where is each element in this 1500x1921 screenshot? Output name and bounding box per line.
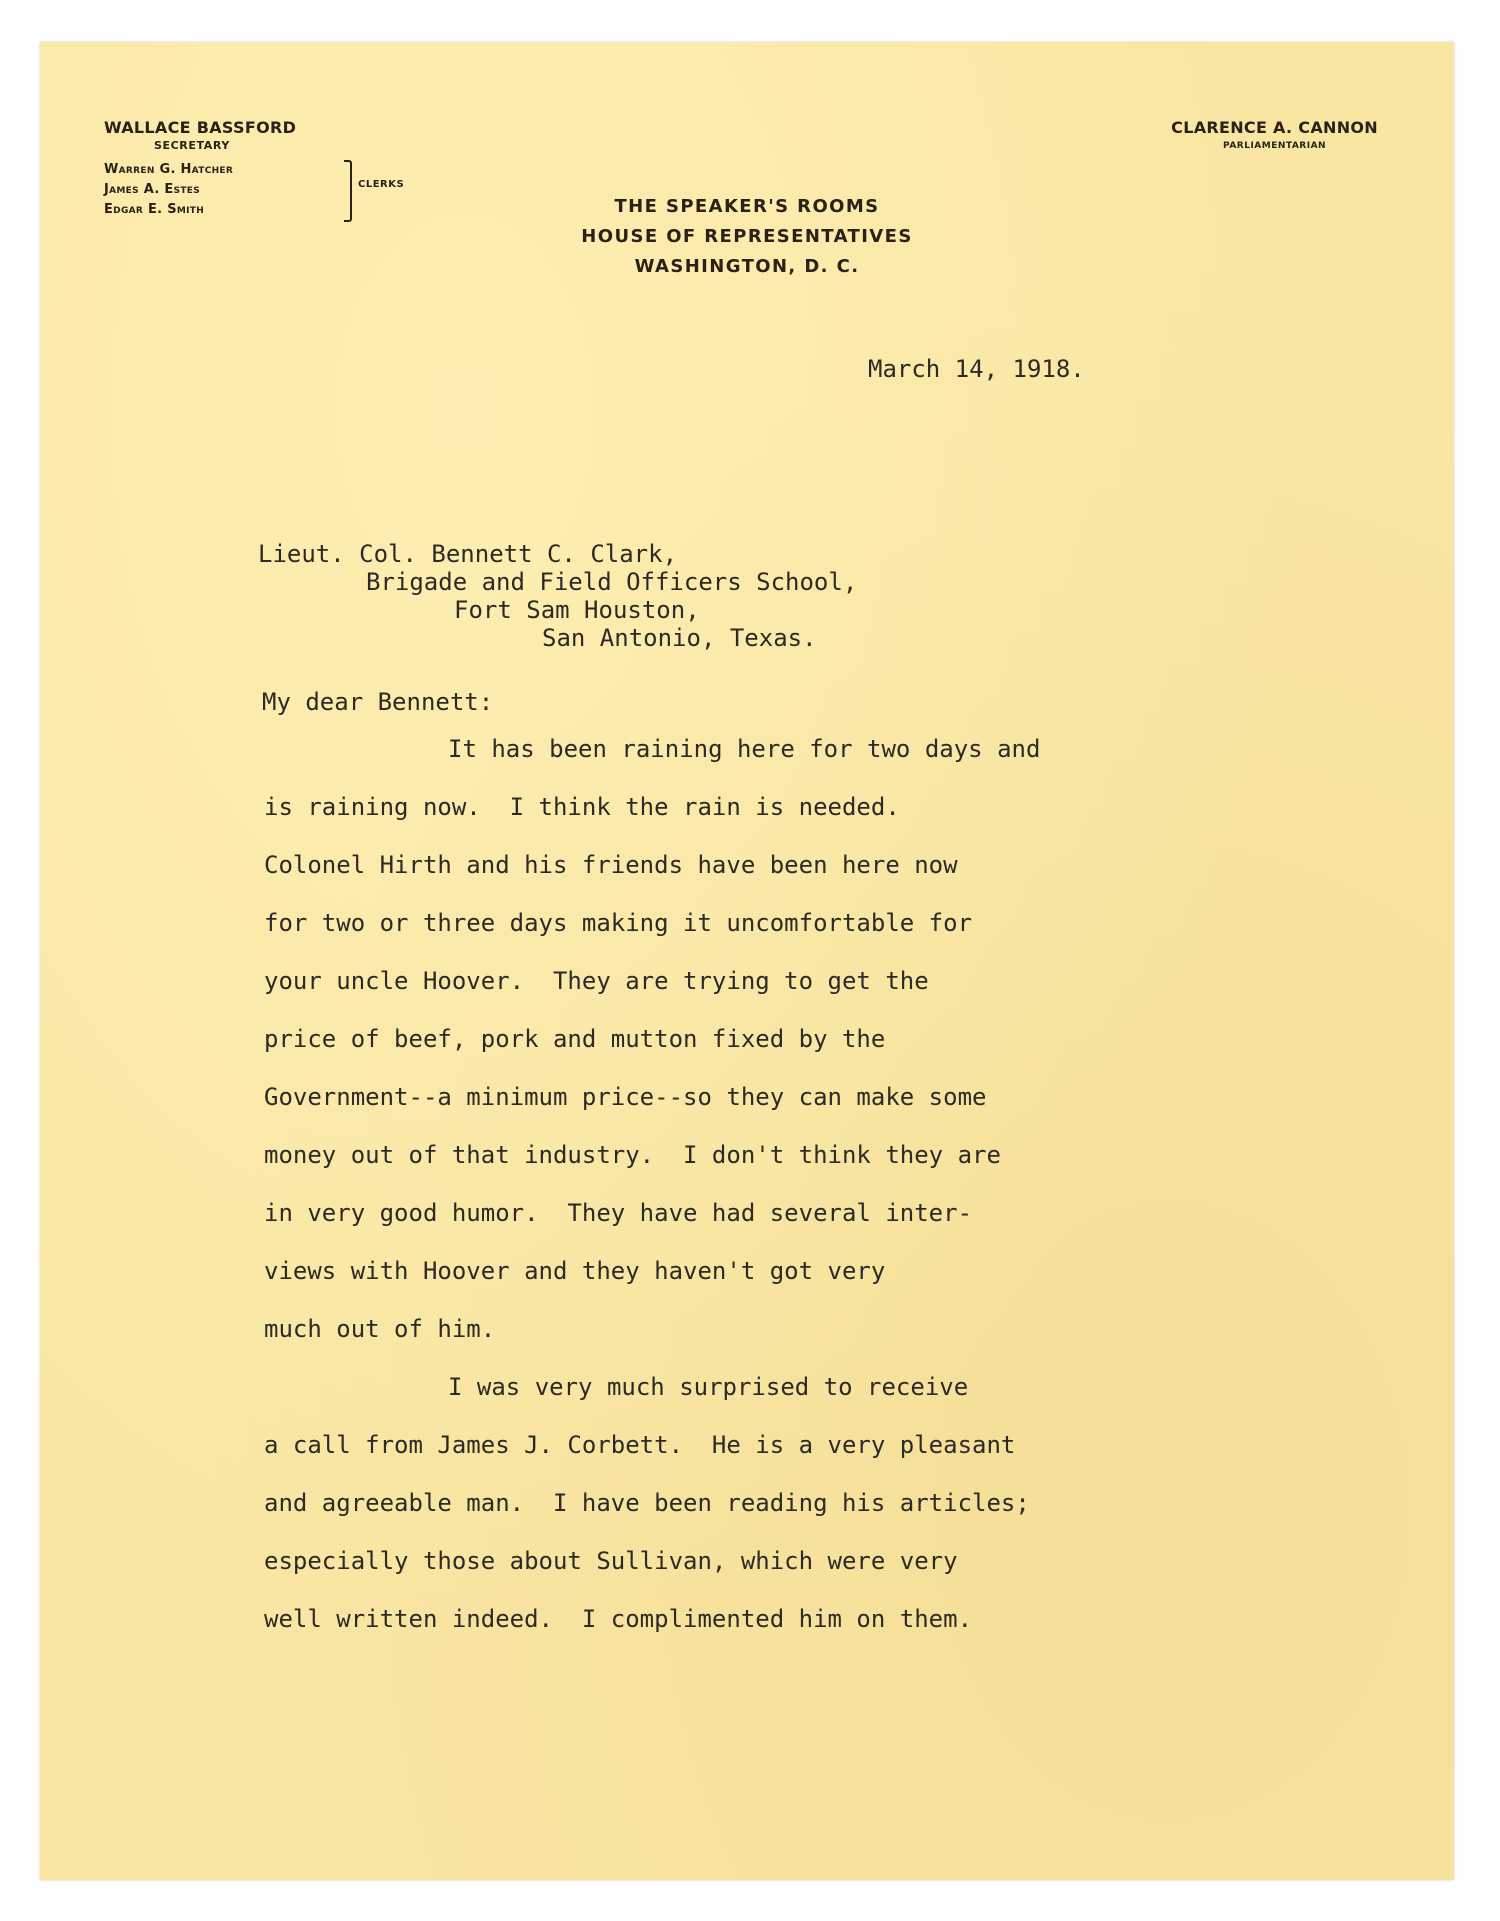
parliamentarian-name: CLARENCE A. CANNON (1171, 118, 1378, 137)
body-line: your uncle Hoover. They are trying to get the (264, 967, 929, 995)
body-line: especially those about Sullivan, which were very (264, 1547, 958, 1575)
clerk-name: Warren G. Hatcher (104, 162, 234, 177)
body-line: I was very much surprised to receive (448, 1373, 969, 1401)
body-line: and agreeable man. I have been reading his articles; (264, 1489, 1030, 1517)
letterhead-office (40, 192, 1454, 282)
clerk-name: James A. Estes (104, 182, 201, 197)
office-line: HOUSE OF REPRESENTATIVES (581, 226, 913, 247)
body-line: is raining now. I think the rain is needed. (264, 793, 900, 821)
secretary-title: SECRETARY (154, 139, 230, 152)
body-paragraph (264, 1358, 1030, 1648)
body-line: much out of him. (264, 1315, 496, 1343)
body-line: in very good humor. They have had several inter- (264, 1199, 973, 1227)
body-line: for two or three days making it uncomfortable for (264, 909, 973, 937)
office-line: THE SPEAKER'S ROOMS (614, 196, 880, 217)
clerk-name: Edgar E. Smith (104, 202, 205, 217)
body-line: well written indeed. I complimented him on them. (264, 1605, 973, 1633)
body-line: price of beef, pork and mutton fixed by the (264, 1025, 886, 1053)
secretary-name: WALLACE BASSFORD (104, 118, 297, 137)
address-line: Fort Sam Houston, (454, 596, 700, 624)
body-line: It has been raining here for two days and (448, 735, 1041, 763)
office-line: WASHINGTON, D. C. (634, 256, 860, 277)
address-line: Brigade and Field Officers School, (366, 568, 858, 596)
body-line: Government--a minimum price--so they can make some (264, 1083, 987, 1111)
body-line: a call from James J. Corbett. He is a very pleasant (264, 1431, 1016, 1459)
address-line: San Antonio, Texas. (542, 624, 817, 652)
body-line: money out of that industry. I don't think they are (264, 1141, 1001, 1169)
address-line: Lieut. Col. Bennett C. Clark, (258, 540, 678, 568)
body-line: views with Hoover and they haven't got very (264, 1257, 886, 1285)
body-line: Colonel Hirth and his friends have been here now (264, 851, 958, 879)
salutation: My dear Bennett: (262, 688, 494, 716)
clerks-label: CLERKS (358, 179, 405, 190)
letterhead-right (1171, 118, 1378, 154)
letter-date: March 14, 1918. (868, 355, 1085, 383)
body-paragraph (264, 720, 1040, 1358)
parliamentarian-title: PARLIAMENTARIAN (1223, 141, 1327, 151)
